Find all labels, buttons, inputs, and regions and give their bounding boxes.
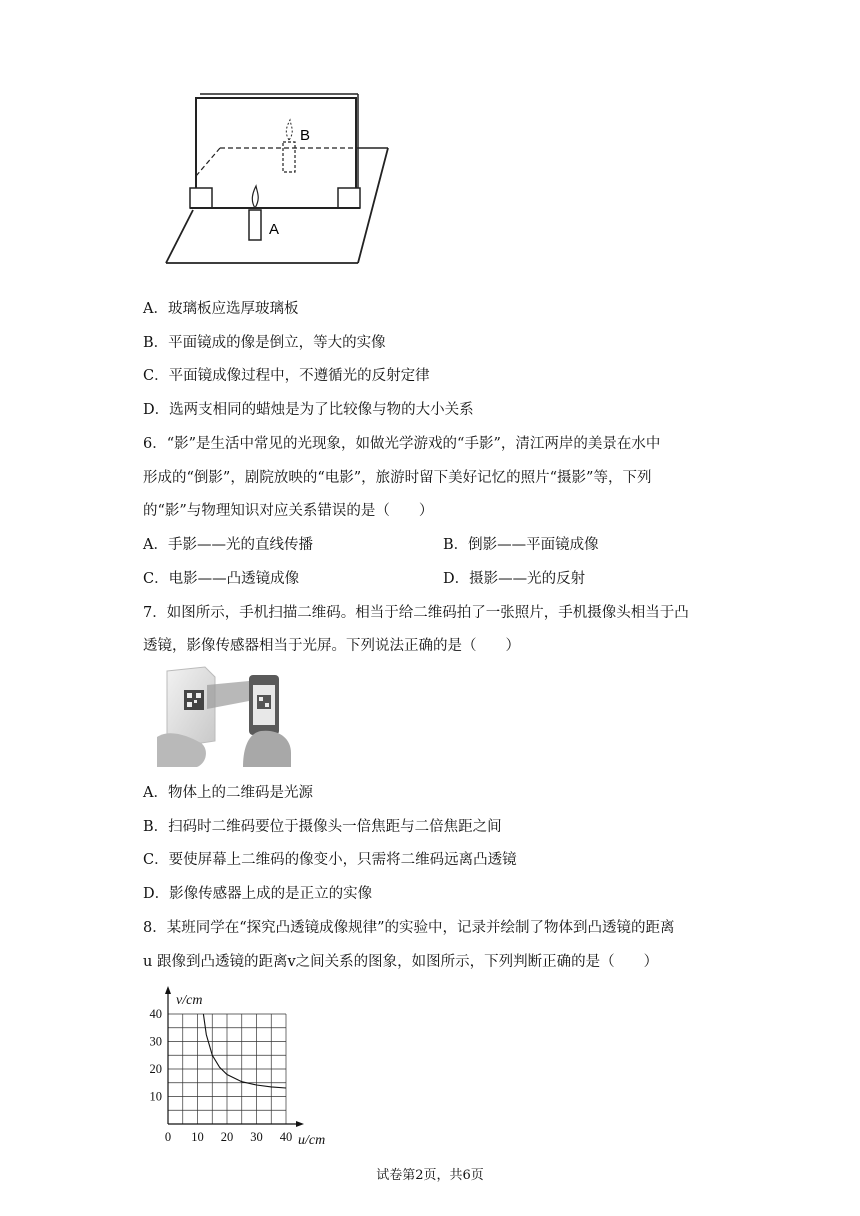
q5-option-d: D．选两支相同的蜡烛是为了比较像与物的大小关系 (143, 402, 474, 418)
y-tick-label: 10 (149, 1089, 162, 1104)
q5-option-a: A．玻璃板应选厚玻璃板 (143, 301, 299, 317)
q7-stem-line2: 透镜，影像传感器相当于光屏。下列说法正确的是（ ） (143, 638, 520, 654)
x-tick-label: 40 (279, 1130, 293, 1144)
q7-option-d: D．影像传感器上成的是正立的实像 (143, 886, 373, 902)
q6-option-a: A．手影——光的直线传播 (143, 537, 313, 553)
x-axis-arrow (296, 1121, 304, 1127)
q8-stem-line2: u 跟像到凸透镜的距离v之间关系的图象，如图所示，下列判断正确的是（ ） (143, 954, 659, 970)
q6-option-d: D．摄影——光的反射 (443, 571, 586, 587)
label-a: A (269, 221, 280, 238)
q5-option-c: C．平面镜成像过程中，不遵循光的反射定律 (143, 368, 430, 384)
x-tick-label: 20 (220, 1130, 234, 1144)
y-tick-label: 20 (149, 1062, 162, 1076)
plane-mirror-figure (160, 92, 396, 268)
uv-chart (140, 982, 340, 1152)
y-axis-arrow (165, 986, 171, 994)
qr-scan-photo (157, 663, 291, 767)
uv-curve (203, 1014, 286, 1088)
x-tick-label: 0 (164, 1130, 172, 1144)
q6-stem-line1: 6．“影”是生活中常见的光现象，如做光学游戏的“手影”，清江两岸的美景在水中 (143, 436, 661, 452)
q7-stem-line1: 7．如图所示，手机扫描二维码。相当于给二维码拍了一张照片，手机摄像头相当于凸 (143, 605, 689, 621)
x-axis-label: u/cm (298, 1133, 326, 1148)
q7-option-a: A．物体上的二维码是光源 (143, 785, 313, 801)
y-axis-label: v/cm (176, 993, 203, 1008)
y-tick-label: 40 (149, 1007, 162, 1021)
q7-option-b: B．扫码时二维码要位于摄像头一倍焦距与二倍焦距之间 (143, 819, 502, 835)
y-tick-label: 30 (149, 1034, 162, 1049)
x-tick-label: 30 (250, 1130, 263, 1144)
q7-option-c: C．要使屏幕上二维码的像变小，只需将二维码远离凸透镜 (143, 852, 517, 868)
q6-option-c: C．电影——凸透镜成像 (143, 571, 300, 587)
q6-stem-line3: 的“影”与物理知识对应关系错误的是（ ） (143, 503, 434, 519)
q8-stem-line1: 8．某班同学在“探究凸透镜成像规律”的实验中，记录并绘制了物体到凸透镜的距离 (143, 920, 675, 936)
q6-stem-line2: 形成的“倒影”，剧院放映的“电影”，旅游时留下美好记忆的照片“摄影”等，下列 (143, 470, 652, 486)
x-tick-label: 10 (191, 1130, 204, 1144)
label-b: B (300, 127, 311, 144)
q6-option-b: B．倒影——平面镜成像 (443, 537, 599, 553)
page-footer: 试卷第2页，共6页 (376, 1168, 484, 1183)
q5-option-b: B．平面镜成的像是倒立，等大的实像 (143, 335, 386, 351)
